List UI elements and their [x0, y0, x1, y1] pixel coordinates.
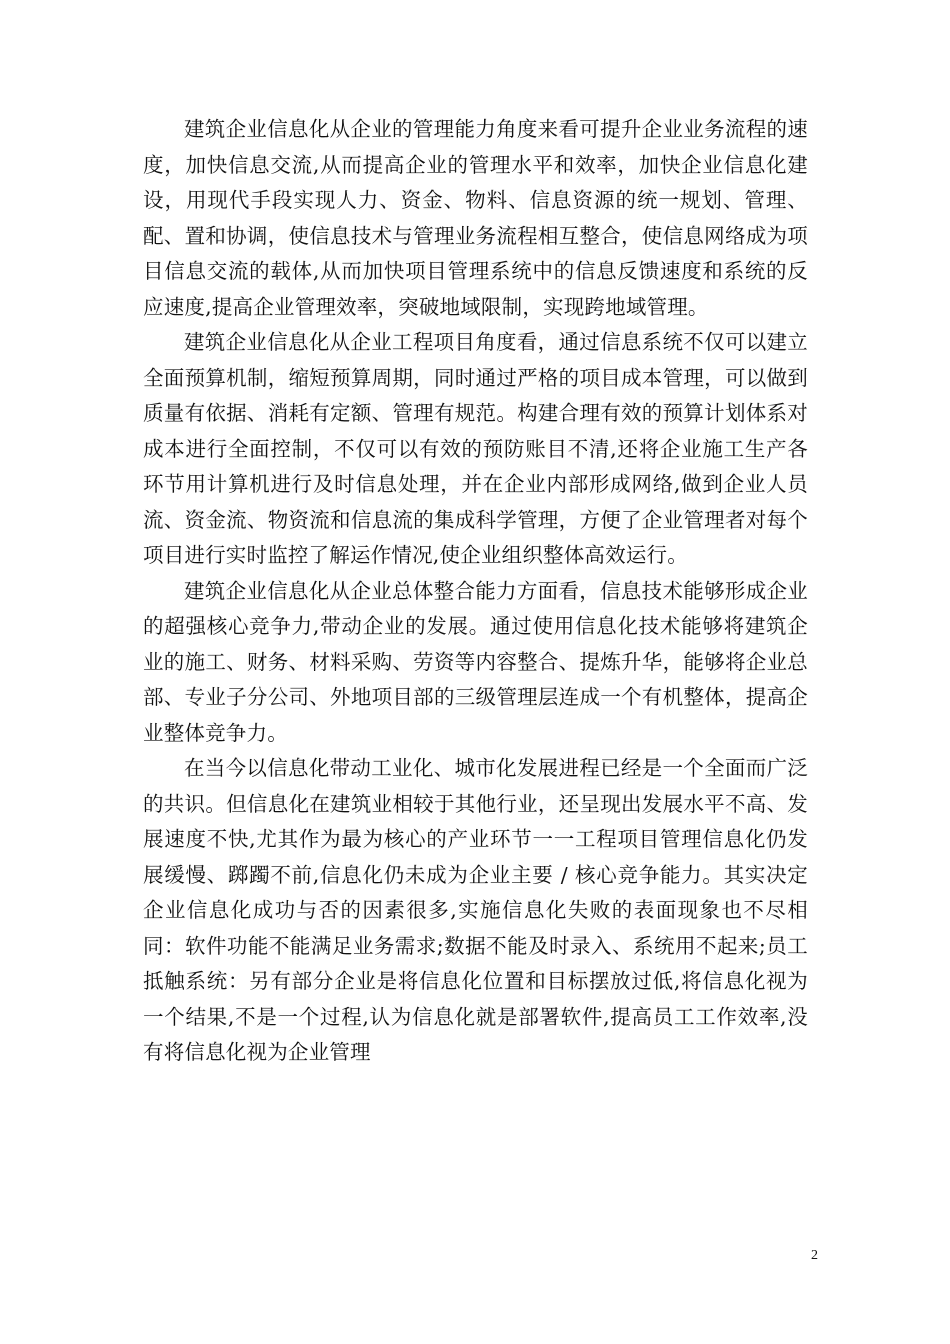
paragraph-project-perspective: 建筑企业信息化从企业工程项目角度看，通过信息系统不仅可以建立全面预算机制，缩短预算周期，同时通过严格的项目成本管理，可以做到质量有依据、消耗有定额、管理有规范。构建合理有效的预算计划体系对成本进行全面控制，不仅可以有效的预防账目不清,还将企业施工生产各环节用计算机进行及时信息处理，并在企业内部形成网络,做到企业人员流、资金流、物资流和信息流的集成科学管理，方便了企业管理者对每个项目进行实时监控了解运作情况,使企业组织整体高效运行。: [143, 330, 808, 567]
paragraph-industry-status: 在当今以信息化带动工业化、城市化发展进程已经是一个全面而广泛的共识。但信息化在建筑业相较于其他行业，还呈现出发展水平不高、发展速度不快,尤其作为最为核心的产业环节一一工程项目管理信息化仍发展缓慢、踯躅不前,信息化仍未成为企业主要 / 核心竞争能力。其实决定企业信息化成功与否的因素很多,实施信息化失败的表面现象也不尽相同：软件功能不能满足业务需求;数据不能及时录入、系统用不起来;员工抵触系统：另有部分企业是将信息化位置和目标摆放过低,将信息化视为一个结果,不是一个过程,认为信息化就是部署软件,提高员工工作效率,没有将信息化视为企业管理: [143, 756, 808, 1064]
document-body: [143, 112, 808, 1071]
paragraph-integration-capability: 建筑企业信息化从企业总体整合能力方面看，信息技术能够形成企业的超强核心竞争力,带动企业的发展。通过使用信息化技术能够将建筑企业的施工、财务、材料采购、劳资等内容整合、提炼升华，能够将企业总部、专业子分公司、外地项目部的三级管理层连成一个有机整体，提高企业整体竞争力。: [143, 578, 808, 745]
paragraph-management-capability: 建筑企业信息化从企业的管理能力角度来看可提升企业业务流程的速度，加快信息交流,从而提高企业的管理水平和效率，加快企业信息化建设，用现代手段实现人力、资金、物料、信息资源的统一规划、管理、配、置和协调，使信息技术与管理业务流程相互整合，使信息网络成为项目信息交流的载体,从而加快项目管理系统中的信息反馈速度和系统的反应速度,提高企业管理效率，突破地域限制，实现跨地域管理。: [143, 117, 808, 319]
page-number: 2: [811, 1248, 818, 1263]
